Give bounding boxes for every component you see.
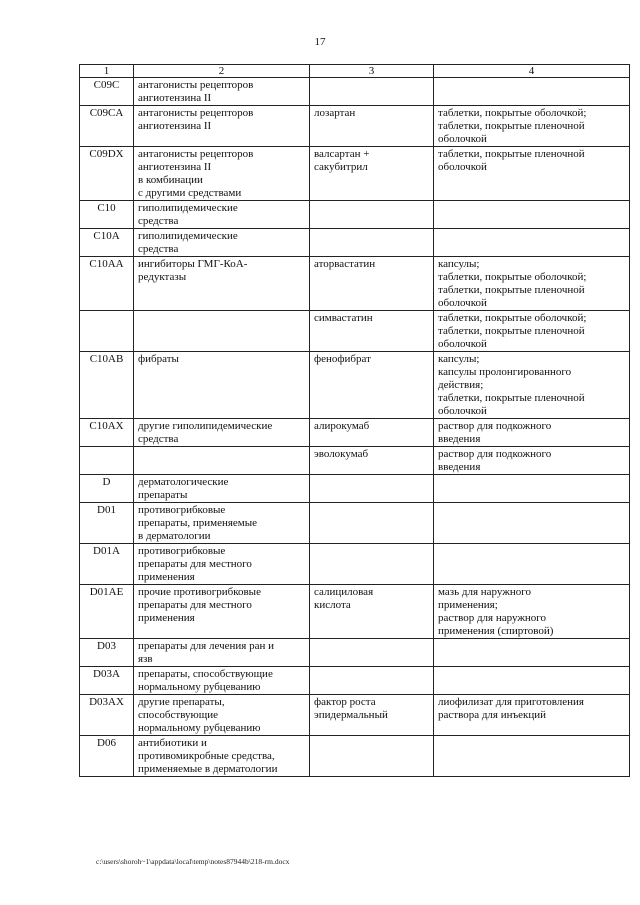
table-header-row xyxy=(80,65,630,78)
dosage-forms-cell xyxy=(434,229,630,257)
drug-name-cell xyxy=(310,544,434,585)
atc-code-cell xyxy=(80,447,134,475)
drug-name-cell xyxy=(310,229,434,257)
table-row xyxy=(80,147,630,201)
group-name-cell: антагонисты рецепторов ангиотензина II в комбинации с другими средствами xyxy=(134,147,310,201)
table-row xyxy=(80,667,630,695)
atc-code-cell: C09CA xyxy=(80,106,134,147)
table-row xyxy=(80,695,630,736)
dosage-forms-cell: таблетки, покрытые оболочкой; таблетки, покрытые пленочной оболочкой xyxy=(434,311,630,352)
atc-code-cell: D06 xyxy=(80,736,134,777)
table-row xyxy=(80,475,630,503)
group-name-cell xyxy=(134,447,310,475)
drug-name-cell xyxy=(310,78,434,106)
column-header: 1 xyxy=(80,65,134,78)
atc-code-cell: C10 xyxy=(80,201,134,229)
table-row xyxy=(80,257,630,311)
drug-name-cell xyxy=(310,201,434,229)
table-row xyxy=(80,352,630,419)
column-header: 4 xyxy=(434,65,630,78)
group-name-cell: фибраты xyxy=(134,352,310,419)
drug-name-cell: алирокумаб xyxy=(310,419,434,447)
table-row xyxy=(80,544,630,585)
dosage-forms-cell xyxy=(434,667,630,695)
dosage-forms-cell: таблетки, покрытые пленочной оболочкой xyxy=(434,147,630,201)
dosage-forms-cell: капсулы; капсулы пролонгированного действия; таблетки, покрытые пленочной оболочкой xyxy=(434,352,630,419)
drug-name-cell xyxy=(310,503,434,544)
table-row xyxy=(80,503,630,544)
dosage-forms-cell xyxy=(434,78,630,106)
dosage-forms-cell xyxy=(434,503,630,544)
group-name-cell: другие гиполипидемические средства xyxy=(134,419,310,447)
dosage-forms-cell xyxy=(434,639,630,667)
atc-code-cell: D01 xyxy=(80,503,134,544)
group-name-cell: антагонисты рецепторов ангиотензина II xyxy=(134,78,310,106)
group-name-cell: дерматологические препараты xyxy=(134,475,310,503)
atc-code-cell: D01A xyxy=(80,544,134,585)
group-name-cell: противогрибковые препараты для местного применения xyxy=(134,544,310,585)
atc-code-cell: C09C xyxy=(80,78,134,106)
table-row xyxy=(80,585,630,639)
dosage-forms-cell: капсулы; таблетки, покрытые оболочкой; таблетки, покрытые пленочной оболочкой xyxy=(434,257,630,311)
atc-code-cell: C09DX xyxy=(80,147,134,201)
atc-code-cell: D03AX xyxy=(80,695,134,736)
group-name-cell: препараты для лечения ран и язв xyxy=(134,639,310,667)
group-name-cell: прочие противогрибковые препараты для местного применения xyxy=(134,585,310,639)
atc-code-cell xyxy=(80,311,134,352)
atc-code-cell: D01AE xyxy=(80,585,134,639)
drug-name-cell: лозартан xyxy=(310,106,434,147)
atc-code-cell: D03A xyxy=(80,667,134,695)
dosage-forms-cell: мазь для наружного применения; раствор для наружного применения (спиртовой) xyxy=(434,585,630,639)
dosage-forms-cell xyxy=(434,736,630,777)
atc-code-cell: D03 xyxy=(80,639,134,667)
drug-name-cell xyxy=(310,736,434,777)
atc-code-cell: C10AA xyxy=(80,257,134,311)
dosage-forms-cell xyxy=(434,475,630,503)
group-name-cell: гиполипидемические средства xyxy=(134,201,310,229)
drug-name-cell xyxy=(310,475,434,503)
drug-name-cell xyxy=(310,667,434,695)
atc-code-cell: D xyxy=(80,475,134,503)
drug-name-cell: фенофибрат xyxy=(310,352,434,419)
drug-name-cell: салициловая кислота xyxy=(310,585,434,639)
drug-name-cell: аторвастатин xyxy=(310,257,434,311)
group-name-cell: противогрибковые препараты, применяемые в дерматологии xyxy=(134,503,310,544)
atc-code-cell: C10AX xyxy=(80,419,134,447)
table-row xyxy=(80,447,630,475)
table-row xyxy=(80,78,630,106)
table-body xyxy=(80,78,630,777)
drug-name-cell: симвастатин xyxy=(310,311,434,352)
dosage-forms-cell: раствор для подкожного введения xyxy=(434,447,630,475)
table-row xyxy=(80,419,630,447)
dosage-forms-cell: лиофилизат для приготовления раствора для инъекций xyxy=(434,695,630,736)
group-name-cell: антибиотики и противомикробные средства, применяемые в дерматологии xyxy=(134,736,310,777)
drug-name-cell: эволокумаб xyxy=(310,447,434,475)
group-name-cell: антагонисты рецепторов ангиотензина II xyxy=(134,106,310,147)
footer-file-path: c:\users\shoroh~1\appdata\local\temp\notes87944b\218-rm.docx xyxy=(96,857,290,866)
drug-name-cell: фактор роста эпидермальный xyxy=(310,695,434,736)
table-row xyxy=(80,106,630,147)
column-header: 2 xyxy=(134,65,310,78)
group-name-cell: ингибиторы ГМГ-КоА- редуктазы xyxy=(134,257,310,311)
dosage-forms-cell xyxy=(434,544,630,585)
table-row xyxy=(80,639,630,667)
dosage-forms-cell xyxy=(434,201,630,229)
table-row xyxy=(80,736,630,777)
drug-classification-table xyxy=(79,64,630,777)
group-name-cell: другие препараты, способствующие нормальному рубцеванию xyxy=(134,695,310,736)
atc-code-cell: C10AB xyxy=(80,352,134,419)
group-name-cell xyxy=(134,311,310,352)
table-row xyxy=(80,311,630,352)
dosage-forms-cell: таблетки, покрытые оболочкой; таблетки, покрытые пленочной оболочкой xyxy=(434,106,630,147)
table-row xyxy=(80,201,630,229)
group-name-cell: препараты, способствующие нормальному рубцеванию xyxy=(134,667,310,695)
drug-name-cell: валсартан + сакубитрил xyxy=(310,147,434,201)
page-number: 17 xyxy=(314,36,326,48)
dosage-forms-cell: раствор для подкожного введения xyxy=(434,419,630,447)
group-name-cell: гиполипидемические средства xyxy=(134,229,310,257)
column-header: 3 xyxy=(310,65,434,78)
drug-name-cell xyxy=(310,639,434,667)
atc-code-cell: C10A xyxy=(80,229,134,257)
table-row xyxy=(80,229,630,257)
